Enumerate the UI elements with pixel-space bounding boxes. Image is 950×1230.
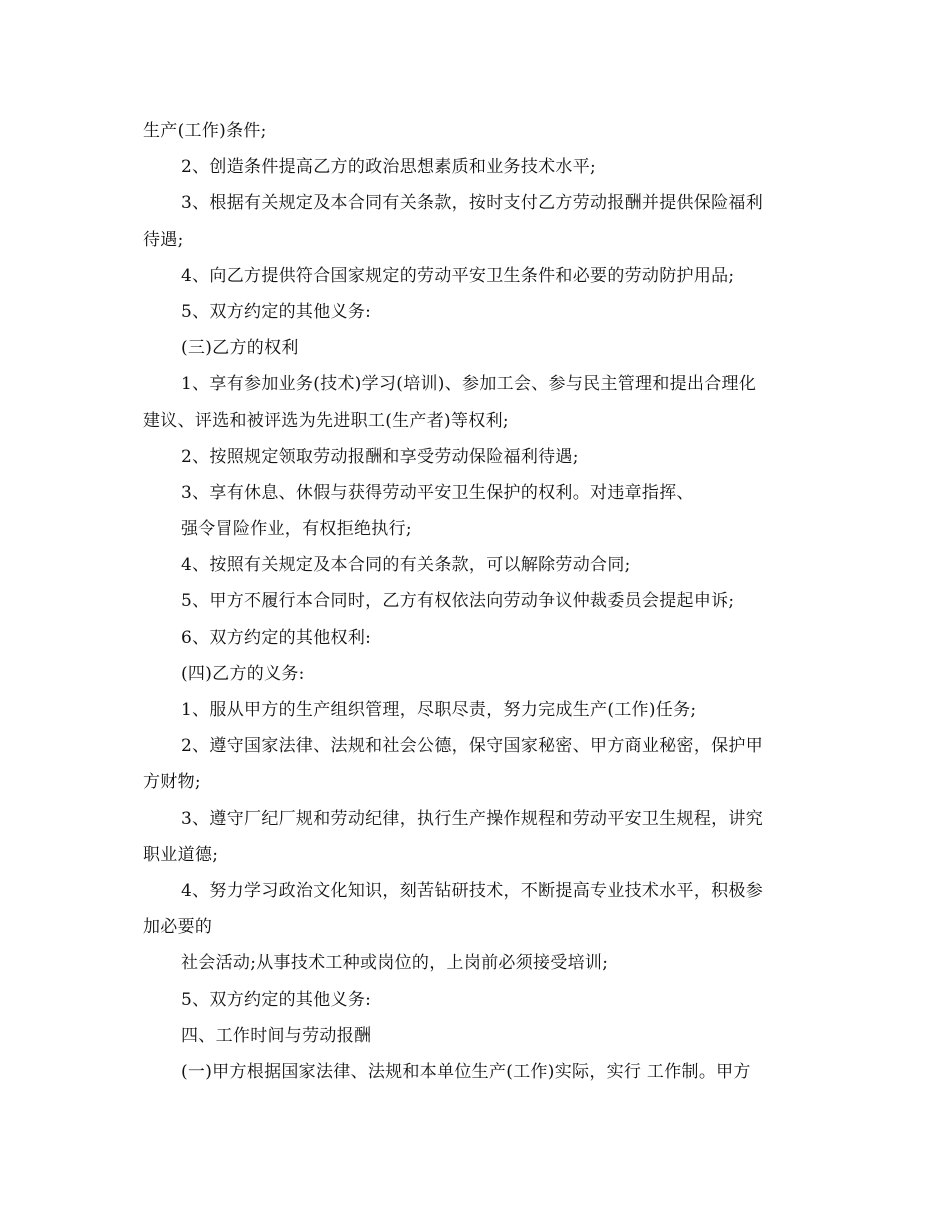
- text-line: 6、双方约定的其他权利:: [181, 627, 372, 648]
- text-line: 待遇;: [143, 229, 184, 250]
- text-line: 4、向乙方提供符合国家规定的劳动平安卫生条件和必要的劳动防护用品;: [181, 265, 735, 286]
- text-line: 2、创造条件提高乙方的政治思想素质和业务技术水平;: [181, 157, 597, 178]
- text-line: 5、双方约定的其他义务:: [181, 301, 372, 322]
- text-line: 方财物;: [143, 772, 201, 793]
- document-body: [143, 113, 815, 1090]
- text-line: 5、甲方不履行本合同时，乙方有权依法向劳动争议仲裁委员会提起申诉;: [181, 591, 735, 612]
- section-heading: (四)乙方的义务:: [181, 663, 305, 684]
- text-line: 4、按照有关规定及本合同的有关条款，可以解除劳动合同;: [181, 555, 631, 576]
- section-heading: 四、工作时间与劳动报酬: [181, 1025, 372, 1046]
- text-line: 3、遵守厂纪厂规和劳动纪律，执行生产操作规程和劳动平安卫生规程，讲究: [181, 808, 764, 829]
- text-line: 2、遵守国家法律、法规和社会公德，保守国家秘密、甲方商业秘密，保护甲: [181, 736, 764, 757]
- text-line: 强令冒险作业，有权拒绝执行;: [181, 519, 412, 540]
- text-line: 职业道德;: [143, 844, 219, 865]
- text-line: 社会活动;从事技术工种或岗位的，上岗前必须接受培训;: [181, 953, 609, 974]
- text-line: (一)甲方根据国家法律、法规和本单位生产(工作)实际，实行 工作制。甲方: [181, 1061, 751, 1082]
- text-line: 1、享有参加业务(技术)学习(培训)、参加工会、参与民主管理和提出合理化: [181, 374, 757, 395]
- section-heading: (三)乙方的权利: [181, 338, 299, 359]
- text-line: 3、享有休息、休假与获得劳动平安卫生保护的权利。对违章指挥、: [181, 482, 694, 503]
- text-line: 5、双方约定的其他义务:: [181, 989, 372, 1010]
- text-line: 加必要的: [143, 917, 213, 938]
- text-line: 建议、评选和被评选为先进职工(生产者)等权利;: [143, 410, 509, 431]
- text-line: 2、按照规定领取劳动报酬和享受劳动保险福利待遇;: [181, 446, 579, 467]
- text-line: 3、根据有关规定及本合同有关条款，按时支付乙方劳动报酬并提供保险福利: [181, 193, 764, 214]
- text-line: 4、努力学习政治文化知识，刻苦钻研技术，不断提高专业技术水平，积极参: [181, 880, 764, 901]
- text-line: 1、服从甲方的生产组织管理，尽职尽责，努力完成生产(工作)任务;: [181, 700, 697, 720]
- text-line: 生产(工作)条件;: [143, 121, 267, 141]
